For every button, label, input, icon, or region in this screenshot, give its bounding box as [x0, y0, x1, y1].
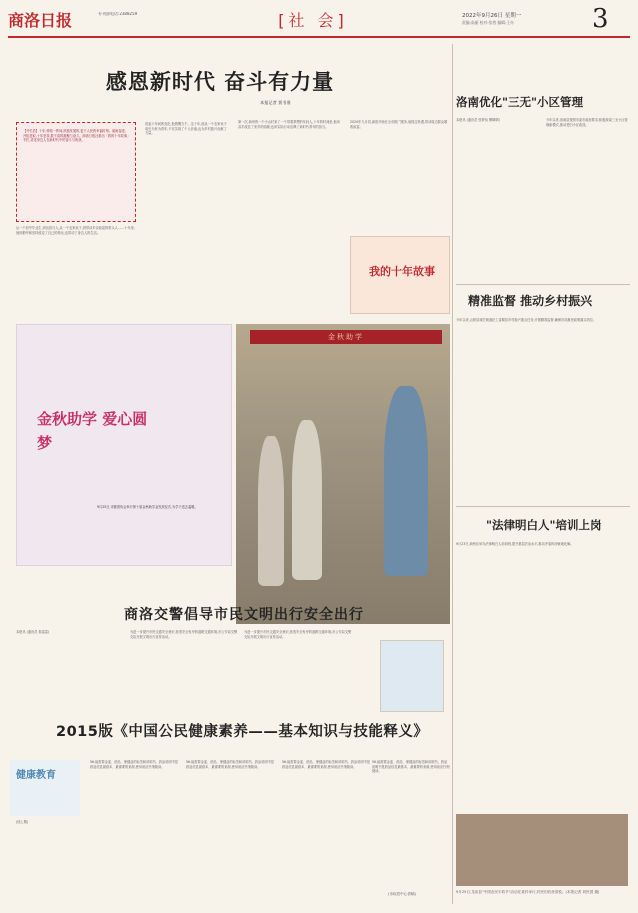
masthead-brand: 商洛日报	[8, 11, 73, 30]
traffic-illustration	[380, 640, 444, 712]
column-intro-text: 【开栏语】十年,弹指一挥间,浓缩发展的,更于人民的幸福时刻。砥砺奋进,开拓进取,十年坚持,数不清的凝聚与奋斗。商洛日报社推出「我的十年故事」专栏,讲述身边人在新时代中的奋斗与收获。	[23, 129, 129, 143]
section-title: [社 会]	[278, 10, 348, 30]
charity-caption: 9月25日,市慈善协会举行第十届金秋助学金发放仪式,为学子送去温暖。	[97, 505, 198, 509]
right-headline-3: "法律明白人"培训上岗	[486, 518, 602, 532]
traffic-body-col2: 为进一步提升市民交通安全意识,营造安全有序的道路交通环境,市公安局交警支队开展文明出行宣传活动。	[130, 630, 238, 639]
photo-banner-red: 金秋助学	[250, 330, 442, 344]
photo-left-panel	[16, 324, 232, 566]
main-byline: 本报记者 贾书准	[260, 100, 291, 105]
right-divider-1	[456, 284, 630, 285]
main-body-col2: 说起十年间的变化,他感慨万千。这十年,他从一个农家孩子成长为有为青年,不仅实现了个人价值,也为乡村振兴贡献了力量。	[145, 122, 227, 136]
health-body-col4: 56.能需要金皿、药品、保健品的标签和说明书。药品说明书是药品信息最基本、最重要的来源,使用前应仔细阅读。	[282, 760, 370, 769]
main-body-col1: 从一个初中毕业生,到运营月人,从一个农家孩子,到带动乡亲致富的带头人……十年里,他用勤劳和坚持改变了自己的命运,也带动了身边人的生活。	[16, 226, 135, 235]
health-source: (市疾控中心供稿)	[388, 892, 416, 896]
right-body-2: 今年以来,山阳县城关街道纪工委紧扣乡村振兴重点任务,开展精准监督,确保各项惠民政策落实到位。	[456, 318, 597, 322]
photo-figure-student1	[292, 420, 322, 580]
health-body-col5: 56.能需要金皿、药品、保健品的标签和说明书。药品说明书是药品信息最基本、最重要的来源,使用前应仔细阅读。	[372, 760, 450, 774]
right-headline-1: 洛南优化"三无"小区管理	[456, 95, 583, 109]
page-number: 3	[592, 4, 609, 34]
column-intro-box	[16, 122, 136, 222]
ten-year-logo-text: 我的十年故事	[369, 265, 435, 278]
health-body-col2: 56.能需要金皿、药品、保健品的标签和说明书。药品说明书是药品信息最基本、最重要的来源,使用前应仔细阅读。	[90, 760, 178, 769]
traffic-body-col3: 为进一步提升市民交通安全意识,营造安全有序的道路交通环境,市公安局交警支队开展文明出行宣传活动。	[244, 630, 352, 639]
harvest-caption: 9月25日,龙泉县"中国农民丰收节"活动在某村举行,村民们收获喜悦。(本报记者 刘民国 摄)	[456, 890, 600, 894]
charity-headline: 金秋助学 爱心圆梦	[37, 410, 148, 452]
ten-year-logo	[350, 236, 450, 314]
right-headline-2: 精准监督 推动乡村振兴	[468, 294, 593, 308]
health-body-col3: 56.能需要金皿、药品、保健品的标签和说明书。药品说明书是药品信息最基本、最重要的来源,使用前应仔细阅读。	[186, 760, 274, 769]
traffic-headline: 商洛交警倡导市民文明出行安全出行	[124, 607, 364, 623]
photo-figure-student2	[258, 436, 284, 586]
health-section-text: 健康教育	[16, 770, 56, 781]
right-body-1b: 今年以来,洛南县按照市委市政府要求,积极探索三无小区管理新模式,推动老旧小区改造。	[546, 118, 628, 127]
masthead-phone: 专刊部电话:2388259	[98, 12, 138, 16]
issue-date: 2022年9月26日 星期一	[462, 13, 522, 19]
right-divider-2	[456, 506, 630, 507]
header-rule	[8, 36, 630, 38]
harvest-photo	[456, 814, 628, 886]
right-body-3: 9月23日,商州区举办法律明白人培训班,提升基层法治水平,推动矛盾纠纷就地化解。	[456, 542, 574, 546]
health-headline: 2015版《中国公民健康素养——基本知识与技能释义》	[56, 724, 429, 740]
main-body-col4: 2020年九月初,商洛开始在全市推广服务,他抓住机遇,带动周边群众增收致富。	[350, 120, 448, 129]
health-section-label	[10, 760, 80, 816]
traffic-body-col1: 本报讯 (通讯员 秦雷雷)	[16, 630, 50, 634]
health-body-col1: (续上期)	[16, 820, 29, 824]
editor-credits: 责编:高丽 校对:张茜 编辑:王亦	[462, 20, 514, 25]
main-headline: 感恩新时代 奋斗有力量	[105, 70, 335, 94]
column-divider	[452, 44, 453, 904]
photo-figure-man	[384, 386, 428, 576]
right-body-1a: 本报讯 (通讯员 张梦怡 柳晴晴)	[456, 118, 500, 122]
main-body-col3: 第一次,商州的一个小山村来了一个带着梦想的年轻人,十年的时间里,他用双手改变了家乡的面貌,也用实际行动诠释了新时代青年的担当。	[238, 120, 340, 129]
